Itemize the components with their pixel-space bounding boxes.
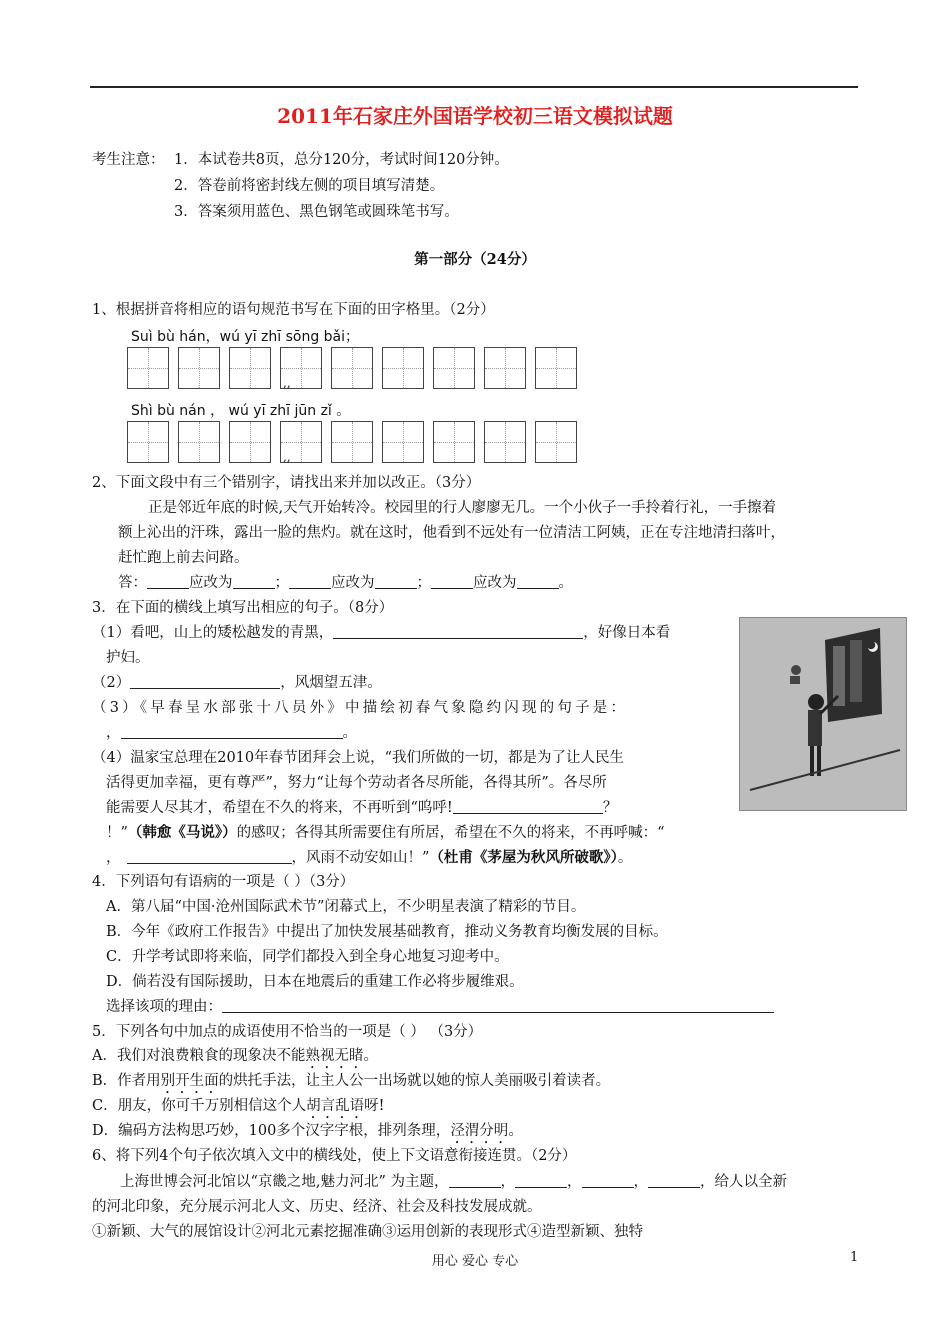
q5-option-d (92, 1121, 523, 1147)
q4-reason-line (106, 997, 774, 1017)
q4-reason-label: 选择该项的理由： (106, 999, 222, 1015)
q3-s4-source-1: （韩愈《马说》） (127, 824, 237, 841)
tianzige-cell[interactable] (331, 347, 373, 389)
q6-line1-end: ，给人以全新 (700, 1174, 788, 1190)
tianzige-cell[interactable] (178, 347, 220, 389)
tianzige-cell[interactable] (127, 421, 169, 463)
tianzige-cell[interactable] (382, 347, 424, 389)
q3-s3-comma: ， (106, 725, 121, 741)
answer-blank[interactable] (449, 1173, 501, 1188)
answer-blank[interactable] (127, 849, 292, 864)
answer-blank[interactable] (222, 998, 774, 1013)
q3-s4-source-2: （杜甫《茅屋为秋风所破歌》） (429, 849, 618, 866)
q2-passage-line-2: 额上沁出的汗珠，露出一脸的焦灼。就在这时，他看到不远处有一位清洁工阿姨，正在专注地清扫落叶， (118, 525, 785, 541)
tianzige-cell[interactable] (382, 421, 424, 463)
answer-blank[interactable] (453, 799, 603, 814)
q3-s1-cont: 护妇。 (106, 650, 150, 666)
q1-grid-row-1 (127, 347, 577, 389)
tianzige-cell[interactable] (433, 347, 475, 389)
tianzige-cell[interactable] (229, 421, 271, 463)
tianzige-cell[interactable] (535, 421, 577, 463)
q3-s4-line-4 (106, 823, 665, 843)
q3-s4-line-5 (106, 848, 632, 868)
notice-item-1: 1．本试卷共8页，总分120分，考试时间120分钟。 (174, 152, 509, 168)
q5-d-pre: D．编码方法构思巧妙，100多个汉字字根，排列条理， (92, 1123, 451, 1139)
tianzige-cell[interactable] (280, 347, 322, 389)
q1-grid-row-2 (127, 421, 577, 463)
answer-blank[interactable] (517, 574, 559, 589)
q5-a-post: 。 (363, 1048, 378, 1064)
q3-s4-qmark: ？ (602, 800, 618, 816)
q2-answer-end: 。 (558, 575, 573, 591)
q2-answer-sep: ； (274, 575, 289, 591)
q5-b-pre: B．作者用 (92, 1073, 161, 1089)
q3-s1-text-end: ，好像日本看 (583, 625, 671, 641)
q1-stem: 1、根据拼音将相应的语句规范书写在下面的田字格里。（2分） (92, 302, 495, 318)
q3-s4-open: ！” (106, 825, 128, 841)
notice-label: 考生注意： (92, 152, 165, 168)
answer-blank[interactable] (375, 574, 417, 589)
q5-c-pre: C．朋友，你可千万别相信这个人 (92, 1098, 307, 1114)
tianzige-cell[interactable] (280, 421, 322, 463)
q3-s4-end: 。 (617, 850, 633, 866)
notice-item-2: 2．答卷前将密封线左侧的项目填写清楚。 (174, 178, 445, 194)
q3-stem: 3．在下面的横线上填写出相应的句子。（8分） (92, 600, 394, 616)
answer-blank[interactable] (130, 674, 280, 689)
page-number: 1 (850, 1250, 859, 1265)
q3-s4-comma: ， (106, 850, 121, 866)
q5-option-c (92, 1096, 384, 1122)
q6-line1-text: 上海世博会河北馆以“京畿之地,魅力河北” 为主题， (120, 1174, 449, 1190)
answer-blank[interactable] (333, 624, 583, 639)
q4-option-a: A．第八届“中国·沧州国际武术节”闭幕式上，不少明星表演了精彩的节目。 (106, 899, 586, 915)
q5-a-idiom: 熟视无睹 (305, 1048, 364, 1064)
part1-heading: 第一部分（24分） (414, 251, 536, 268)
q2-answer-line (118, 573, 573, 593)
q5-stem: 5．下列各句中加点的成语使用不恰当的一项是（ ） （3分） (92, 1024, 483, 1040)
tianzige-cell[interactable] (229, 347, 271, 389)
q3-s2-num: （2） (92, 675, 131, 691)
exam-title: 2011年石家庄外国语学校初三语文模拟试题 (277, 104, 673, 128)
tianzige-cell[interactable] (484, 421, 526, 463)
q3-s4-text: 能需要人尽其才，希望在不久的将来，不再听到“呜呼! (106, 800, 453, 816)
tianzige-cell[interactable] (484, 347, 526, 389)
answer-blank[interactable] (515, 1173, 567, 1188)
q5-option-b (92, 1071, 610, 1097)
q3-s3-end: 。 (342, 725, 357, 741)
q1-pinyin-line-1: Suì bù hán，wú yī zhī sōng bǎi； (131, 329, 360, 345)
q4-option-c: C．升学考试即将来临，同学们都投入到全身心地复习迎考中。 (106, 949, 509, 965)
q2-answer-mid: 应改为 (189, 575, 233, 591)
q5-b-post: 的烘托手法，让主人公一出场就以她的惊人美丽吸引着读者。 (218, 1073, 611, 1089)
q4-stem: 4．下列语句有语病的一项是（ ）（3分） (92, 874, 355, 890)
q2-answer-mid: 应改为 (331, 575, 375, 591)
answer-blank[interactable] (121, 724, 343, 739)
tianzige-cell[interactable] (178, 421, 220, 463)
q4-option-b: B．今年《政府工作报告》中提出了加快发展基础教育，推动义务教育均衡发展的目标。 (106, 924, 668, 940)
q3-s4-mid: ，风雨不动安如山！” (291, 850, 430, 866)
q2-passage-line-1: 正是邻近年底的时候,天气开始转冷。校园里的行人廖廖无几。一个小伙子一手拎着行礼，一手擦着 (148, 500, 777, 516)
q6-options: ①新颖、大气的展馆设计②河北元素挖掘准确③运用创新的表现形式④造型新颖、独特 (92, 1224, 643, 1240)
q3-s1 (92, 623, 670, 643)
q5-b-idiom: 别开生面 (160, 1073, 219, 1089)
answer-blank[interactable] (233, 574, 275, 589)
q3-s4-rest: 的感叹；各得其所需要住有所居，希望在不久的将来，不再呼喊：“ (236, 825, 665, 841)
header-rule (90, 86, 858, 88)
q2-stem: 2、下面文段中有三个错别字，请找出来并加以改正。（3分） (92, 475, 481, 491)
q5-c-idiom: 胡言乱语 (306, 1098, 365, 1114)
q3-s2 (92, 673, 382, 693)
q6-passage-line-1: 上海世博会河北馆以“京畿之地,魅力河北” 为主题， ， ， ， ，给人以全新 (120, 1174, 788, 1190)
q5-a-pre: A．我们对浪费粮食的现象决不能 (92, 1048, 306, 1064)
answer-blank[interactable] (147, 574, 189, 589)
answer-blank[interactable] (289, 574, 331, 589)
notice-item-3: 3．答案须用蓝色、黑色钢笔或圆珠笔书写。 (174, 204, 459, 220)
tianzige-cell[interactable] (433, 421, 475, 463)
cartoon-illustration (739, 617, 907, 811)
q6-stem: 6、将下列4个句子依次填入文中的横线处，使上下文语意衔接连贯。（2分） (92, 1148, 577, 1164)
q5-c-post: 呀! (364, 1098, 385, 1114)
q5-d-idiom: 泾渭分明 (450, 1123, 509, 1139)
q1-pinyin-line-2: Shì bù nán ， wú yī zhī jūn zǐ 。 (131, 403, 351, 419)
answer-blank[interactable] (431, 574, 473, 589)
q4-option-d: D．倘若没有国际援助，日本在地震后的重建工作必将步履维艰。 (106, 974, 524, 990)
q3-s3: （3）《早春呈水部张十八员外》中描绘初春气象隐约闪现的句子是： (92, 700, 629, 716)
tianzige-cell[interactable] (535, 347, 577, 389)
q6-passage-line-2: 的河北印象，充分展示河北人文、历史、经济、社会及科技发展成就。 (92, 1199, 542, 1215)
tianzige-cell[interactable] (331, 421, 373, 463)
tianzige-cell[interactable] (127, 347, 169, 389)
q2-answer-mid: 应改为 (473, 575, 517, 591)
q2-passage-line-3: 赶忙跑上前去问路。 (118, 550, 249, 566)
q3-s1-text: （1）看吧，山上的矮松越发的青黑， (92, 625, 334, 641)
answer-blank[interactable] (582, 1173, 634, 1188)
q2-answer-label: 答： (118, 575, 147, 591)
q2-answer-sep: ； (416, 575, 431, 591)
q5-option-a (92, 1046, 378, 1072)
q1-grid-mark: ,, (283, 450, 291, 464)
q5-d-post: 。 (508, 1123, 523, 1139)
q3-s4-line-3 (106, 798, 617, 818)
answer-blank[interactable] (648, 1173, 700, 1188)
q3-s4-line-2: 活得更加幸福，更有尊严”，努力“让每个劳动者各尽所能，各得其所”。各尽所 (106, 775, 607, 791)
q3-s3-cont (106, 723, 357, 743)
q3-s4-line-1: （4）温家宝总理在2010年春节团拜会上说，“我们所做的一切，都是为了让人民生 (92, 750, 625, 766)
q1-grid-mark: ,, (283, 376, 291, 390)
footer-motto: 用心 爱心 专心 (431, 1254, 519, 1269)
q3-s2-text: ，风烟望五津。 (280, 675, 382, 691)
